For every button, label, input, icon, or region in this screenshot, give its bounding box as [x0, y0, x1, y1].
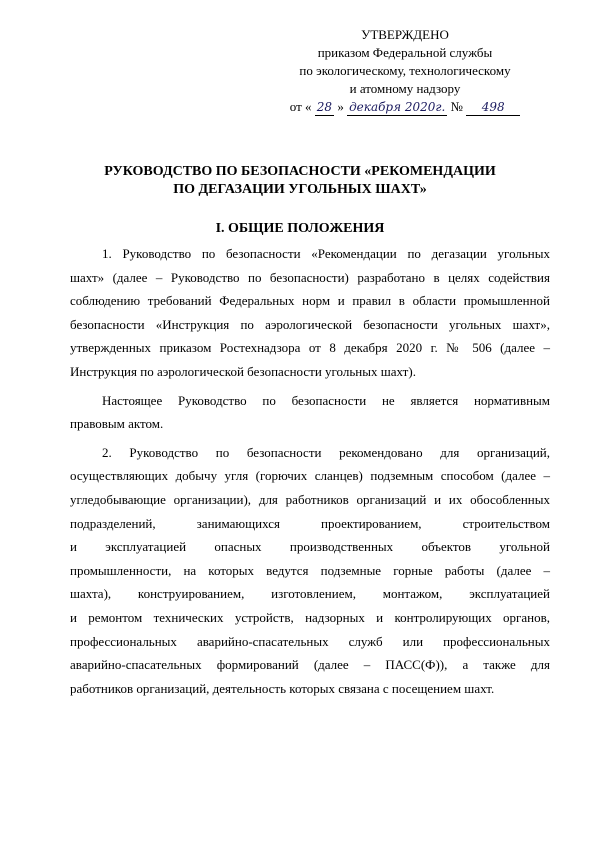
text-line: правовым актом.	[70, 416, 164, 432]
document-title	[60, 163, 540, 199]
order-date-number	[280, 98, 530, 116]
approval-line-2: приказом Федеральной службы	[317, 45, 493, 60]
text-line: и эксплуатацией опасных производственных объектов угольной	[70, 539, 550, 555]
text-line: 2. Руководство по безопасности рекомендовано для организаций,	[102, 444, 550, 460]
number-sign: №	[450, 99, 463, 114]
approval-heading: УТВЕРЖДЕНО	[361, 27, 449, 42]
text-line: шахт» (далее – Руководство по безопасности) разработано в целях содействия	[70, 269, 550, 285]
document-body	[70, 242, 550, 700]
date-quote-close: »	[337, 99, 344, 114]
approval-block	[280, 26, 530, 116]
order-month-year: декабря 2020г.	[349, 100, 446, 114]
text-line: подразделений, занимающихся проектированием, строительством	[70, 515, 550, 531]
text-line: шахта), конструированием, изготовлением, монтажом, эксплуатацией	[70, 586, 550, 602]
approval-line-3: по экологическому, технологическому	[299, 63, 511, 78]
paragraph-3	[70, 441, 550, 701]
text-line: Настоящее Руководство по безопасности не является нормативным	[102, 392, 550, 408]
text-line: безопасности «Инструкция по аэрологической безопасности угольных шахт»,	[70, 316, 550, 332]
text-line: профессиональных аварийно-спасательных служб или профессиональных	[70, 633, 550, 649]
section-heading: I. ОБЩИЕ ПОЛОЖЕНИЯ	[215, 221, 385, 236]
paragraph-2	[70, 389, 550, 436]
title-line-1: РУКОВОДСТВО ПО БЕЗОПАСНОСТИ «РЕКОМЕНДАЦИИ	[104, 164, 496, 179]
text-line: аварийно-спасательных формирований (далее – ПАСС(Ф)), а также для	[70, 657, 550, 673]
title-line-2: ПО ДЕГАЗАЦИИ УГОЛЬНЫХ ШАХТ»	[173, 182, 427, 197]
text-line: утвержденных приказом Ростехнадзора от 8 декабря 2020 г. № 506 (далее –	[70, 340, 550, 356]
paragraph-1	[70, 242, 550, 384]
text-line: промышленности, на которых ведутся подземные горные работы (далее –	[70, 562, 550, 578]
text-line: соблюдению требований Федеральных норм и правил в области промышленной	[70, 293, 550, 309]
text-line: угледобывающие организации), для работников организаций и их обособленных	[70, 491, 550, 507]
order-day: 28	[316, 100, 333, 114]
text-line: работников организаций, деятельность которых связана с посещением шахт.	[70, 680, 495, 696]
text-line: 1. Руководство по безопасности «Рекомендации по дегазации угольных	[102, 246, 550, 261]
text-line: Инструкция по аэрологической безопасности угольных шахт).	[70, 363, 416, 379]
approval-line-4: и атомному надзору	[349, 81, 461, 96]
order-number: 498	[466, 100, 520, 116]
text-line: осуществляющих добычу угля (горючих сланцев) подземным способом (далее –	[70, 468, 550, 484]
date-prefix: от «	[289, 99, 312, 114]
text-line: и ремонтом технических устройств, надзорных и контролирующих органов,	[70, 609, 550, 625]
